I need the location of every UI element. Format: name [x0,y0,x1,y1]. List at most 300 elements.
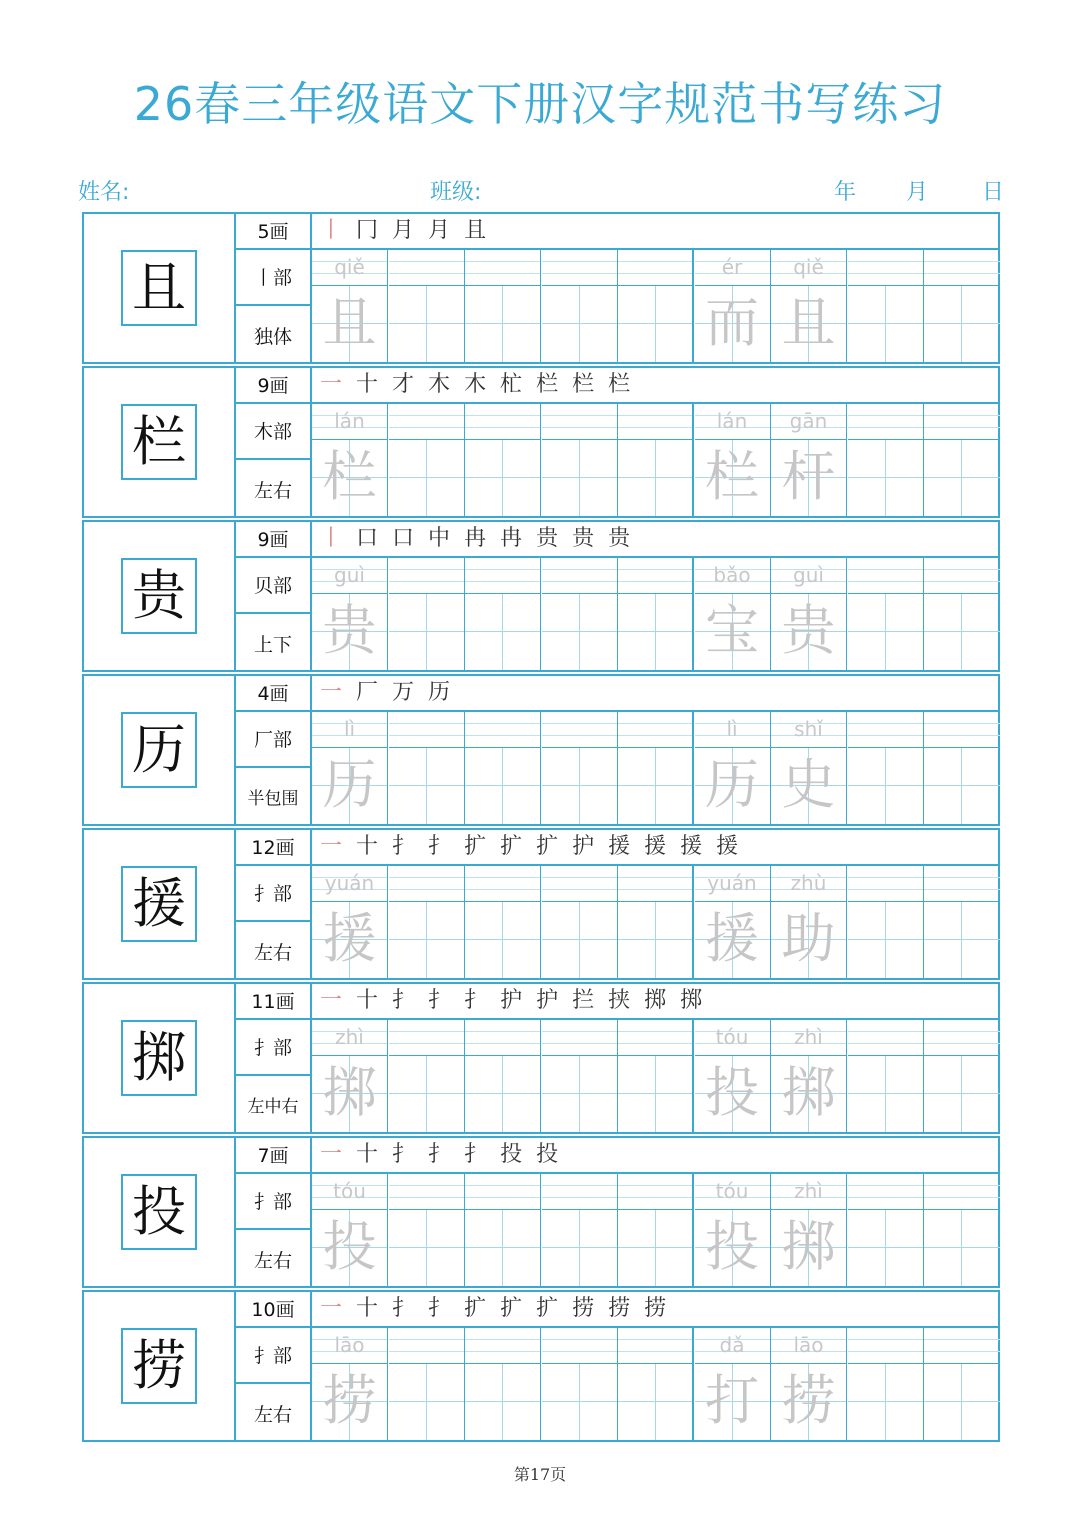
tian-grid-box[interactable] [848,1364,923,1440]
writing-cell[interactable] [312,1020,388,1132]
pinyin-box[interactable] [618,404,692,440]
writing-cell[interactable] [771,712,847,824]
writing-cell[interactable] [695,866,771,978]
stroke-count: 9画 [236,522,310,558]
tian-grid-box[interactable] [465,1364,540,1440]
pinyin-box[interactable]: gān [771,404,846,440]
writing-cell[interactable] [924,712,1000,824]
pinyin-box[interactable] [848,404,923,440]
writing-cell[interactable] [618,1020,694,1132]
writing-cell[interactable] [542,1020,618,1132]
name-label: 姓名: [78,180,130,205]
pinyin-box[interactable] [618,1174,692,1210]
stroke-step: 护 [500,988,525,1013]
pinyin-box[interactable]: qiě [312,250,387,286]
tian-grid-box[interactable] [389,594,464,670]
pinyin-box[interactable]: zhì [771,1020,846,1056]
tian-grid-box[interactable] [542,902,617,978]
tian-grid-box[interactable] [848,1056,923,1132]
character-info [236,1292,312,1440]
writing-cell[interactable] [771,1174,847,1286]
tian-grid-box[interactable] [542,1210,617,1286]
writing-cell[interactable] [848,558,924,670]
tian-grid-box[interactable] [389,748,464,824]
pinyin-box[interactable] [465,1174,540,1210]
writing-cell[interactable] [848,866,924,978]
stroke-step: 丨 [320,526,345,551]
tian-grid-box[interactable]: 且 [312,286,387,362]
pinyin-box[interactable] [924,250,1000,286]
writing-cell[interactable] [618,558,694,670]
practice-row [82,674,1000,826]
stroke-step: 杧 [500,372,525,397]
tian-grid-box[interactable]: 捞 [771,1364,846,1440]
radical: 扌部 [236,1174,310,1230]
tian-grid-box[interactable]: 杆 [771,440,846,516]
tian-grid-box[interactable] [848,286,923,362]
tian-grid-box[interactable] [848,594,923,670]
writing-cell[interactable] [465,404,541,516]
pinyin-box[interactable]: shǐ [771,712,846,748]
tian-grid-box[interactable]: 史 [771,748,846,824]
pinyin-box[interactable]: tóu [695,1174,770,1210]
writing-grid [312,404,998,516]
writing-cell[interactable] [312,712,388,824]
stroke-step: 历 [428,680,453,705]
character-info [236,676,312,824]
tian-grid-box[interactable]: 掷 [771,1210,846,1286]
tian-grid-box[interactable]: 而 [695,286,770,362]
model-character: 历 [121,712,197,788]
pinyin-box[interactable] [465,712,540,748]
pinyin-box[interactable] [542,866,617,902]
tian-grid-box[interactable] [542,440,617,516]
tian-grid-box[interactable] [924,286,1000,362]
writing-cell[interactable] [389,250,465,362]
tian-grid-box[interactable]: 捞 [312,1364,387,1440]
tian-grid-box[interactable] [465,286,540,362]
tian-grid-box[interactable] [924,748,1000,824]
writing-cell[interactable] [465,1328,541,1440]
pinyin-box[interactable] [924,1174,1000,1210]
radical: 丨部 [236,250,310,306]
pinyin-box[interactable]: lán [312,404,387,440]
tian-grid-box[interactable] [848,440,923,516]
pinyin-box[interactable]: dǎ [695,1328,770,1364]
pinyin-box[interactable] [618,712,692,748]
writing-cell[interactable] [465,866,541,978]
tian-grid-box[interactable]: 助 [771,902,846,978]
tian-grid-box[interactable] [542,286,617,362]
writing-cell[interactable] [465,1020,541,1132]
writing-cell[interactable] [848,1020,924,1132]
pinyin-box[interactable]: lì [312,712,387,748]
stroke-step: 冂 [356,218,381,243]
tian-grid-box[interactable]: 投 [695,1056,770,1132]
writing-cell[interactable] [542,866,618,978]
model-character-cell [84,368,236,516]
stroke-step: 援 [644,834,669,859]
writing-cell[interactable] [924,1174,1000,1286]
model-character: 援 [121,866,197,942]
page-number: 第17页 [513,1465,567,1484]
pinyin-box[interactable] [542,250,617,286]
tian-grid-box[interactable] [542,1364,617,1440]
pinyin-box[interactable]: guì [771,558,846,594]
writing-cell[interactable] [924,866,1000,978]
tian-grid-box[interactable] [924,440,1000,516]
pinyin-box[interactable]: ér [695,250,770,286]
writing-cell[interactable] [695,250,771,362]
stroke-step: 贵 [608,526,633,551]
stroke-order [312,1292,998,1328]
year-label: 年 [834,180,857,205]
tian-grid-box[interactable] [389,1056,464,1132]
pinyin-box[interactable]: guì [312,558,387,594]
writing-cell[interactable] [618,404,694,516]
pinyin-box[interactable] [924,404,1000,440]
writing-cell[interactable] [924,558,1000,670]
pinyin-box[interactable]: zhì [771,1174,846,1210]
writing-cell[interactable] [542,558,618,670]
pinyin-box[interactable] [389,250,464,286]
writing-cell[interactable] [771,250,847,362]
tian-grid-box[interactable]: 援 [695,902,770,978]
pinyin-box[interactable] [618,1328,692,1364]
writing-cell[interactable] [771,866,847,978]
writing-cell[interactable] [848,404,924,516]
pinyin-box[interactable] [465,1328,540,1364]
pinyin-box[interactable] [465,558,540,594]
pinyin-box[interactable] [848,712,923,748]
pinyin-box[interactable] [848,1020,923,1056]
tian-grid-box[interactable] [618,748,692,824]
writing-cell[interactable] [542,250,618,362]
writing-cell[interactable] [312,866,388,978]
pinyin-box[interactable] [924,1328,1000,1364]
pinyin-box[interactable] [465,404,540,440]
tian-grid-box[interactable]: 历 [695,748,770,824]
stroke-step: 冉 [464,526,489,551]
pinyin-box[interactable]: bǎo [695,558,770,594]
writing-grid [312,1020,998,1132]
pinyin-box[interactable]: yuán [695,866,770,902]
pinyin-box[interactable]: qiě [771,250,846,286]
stroke-step: 贵 [536,526,561,551]
model-character: 捞 [121,1328,197,1404]
stroke-step: 扌 [392,1142,417,1167]
writing-cell[interactable] [618,1174,694,1286]
tian-grid-box[interactable] [465,748,540,824]
writing-cell[interactable] [312,404,388,516]
pinyin-box[interactable]: lāo [312,1328,387,1364]
stroke-step: 十 [356,834,381,859]
model-character-cell [84,522,236,670]
tian-grid-box[interactable] [389,440,464,516]
tian-grid-box[interactable] [542,1056,617,1132]
pinyin-box[interactable]: tóu [695,1020,770,1056]
writing-cell[interactable] [848,712,924,824]
writing-cell[interactable] [389,404,465,516]
stroke-step: 扌 [428,988,453,1013]
stroke-step: 一 [320,372,345,397]
stroke-step: 口 [392,526,417,551]
structure: 上下 [253,634,292,656]
writing-cell[interactable] [389,712,465,824]
writing-cell[interactable] [771,1020,847,1132]
tian-grid-box[interactable]: 贵 [771,594,846,670]
writing-cell[interactable] [924,250,1000,362]
stroke-step: 厂 [356,680,381,705]
model-character-cell [84,1292,236,1440]
tian-grid-box[interactable] [465,1210,540,1286]
tian-grid-box[interactable] [848,748,923,824]
tian-grid-box[interactable] [618,286,692,362]
tian-grid-box[interactable]: 投 [695,1210,770,1286]
practice-row [82,1136,1000,1288]
pinyin-box[interactable]: zhù [771,866,846,902]
writing-cell[interactable] [924,404,1000,516]
stroke-count: 5画 [236,214,310,250]
tian-grid-box[interactable] [465,902,540,978]
month-label: 月 [906,180,929,205]
tian-grid-box[interactable]: 援 [312,902,387,978]
tian-grid-box[interactable] [848,902,923,978]
writing-cell[interactable] [618,1328,694,1440]
writing-cell[interactable] [542,404,618,516]
pinyin-box[interactable] [389,866,464,902]
stroke-step: 拦 [572,988,597,1013]
pinyin-box[interactable] [848,1328,923,1364]
tian-grid-box[interactable] [465,1056,540,1132]
pinyin-box[interactable] [848,1174,923,1210]
tian-grid-box[interactable]: 历 [312,748,387,824]
writing-cell[interactable] [848,250,924,362]
writing-cell[interactable] [542,1328,618,1440]
writing-cell[interactable] [618,712,694,824]
writing-cell[interactable] [848,1328,924,1440]
tian-grid-box[interactable]: 掷 [771,1056,846,1132]
writing-cell[interactable] [771,558,847,670]
stroke-step: 木 [428,372,453,397]
writing-cell[interactable] [695,1174,771,1286]
writing-cell[interactable] [848,1174,924,1286]
character-info [236,1138,312,1286]
pinyin-box[interactable] [389,1174,464,1210]
structure: 左右 [253,480,292,502]
writing-cell[interactable] [695,712,771,824]
stroke-step: 贵 [572,526,597,551]
writing-cell[interactable] [389,1020,465,1132]
tian-grid-box[interactable] [924,1210,1000,1286]
stroke-step: 掷 [644,988,669,1013]
pinyin-box[interactable] [618,250,692,286]
writing-cell[interactable] [924,1328,1000,1440]
stroke-count: 10画 [236,1292,310,1328]
writing-cell[interactable] [542,1174,618,1286]
tian-grid-box[interactable] [618,1056,692,1132]
pinyin-box[interactable] [542,712,617,748]
pinyin-box[interactable] [542,1020,617,1056]
pinyin-box[interactable] [542,404,617,440]
pinyin-box[interactable] [542,1174,617,1210]
stroke-step: 栏 [608,372,633,397]
tian-grid-box[interactable]: 打 [695,1364,770,1440]
writing-cell[interactable] [771,1328,847,1440]
writing-grid [312,558,998,670]
practice-row [82,982,1000,1134]
writing-cell[interactable] [695,404,771,516]
tian-grid-box[interactable] [618,440,692,516]
writing-cell[interactable] [465,1174,541,1286]
pinyin-box[interactable] [924,712,1000,748]
pinyin-box[interactable]: yuán [312,866,387,902]
stroke-order [312,522,998,558]
pinyin-box[interactable] [389,712,464,748]
tian-grid-box[interactable] [618,1364,692,1440]
class-label: 班级: [430,180,482,205]
writing-cell[interactable] [618,250,694,362]
stroke-step: 扩 [536,1296,561,1321]
pinyin-box[interactable] [389,558,464,594]
tian-grid-box[interactable] [389,1210,464,1286]
writing-cell[interactable] [695,1020,771,1132]
pinyin-box[interactable] [924,558,1000,594]
writing-cell[interactable] [312,1174,388,1286]
tian-grid-box[interactable] [924,594,1000,670]
stroke-step: 扩 [464,834,489,859]
pinyin-box[interactable] [542,558,617,594]
writing-cell[interactable] [465,558,541,670]
writing-cell[interactable] [312,250,388,362]
pinyin-box[interactable] [389,1020,464,1056]
model-character: 贵 [121,558,197,634]
stroke-count: 4画 [236,676,310,712]
pinyin-box[interactable] [848,866,923,902]
day-label: 日 [982,180,1005,205]
structure: 左右 [253,1250,292,1272]
writing-cell[interactable] [618,866,694,978]
pinyin-box[interactable] [924,1020,1000,1056]
stroke-step: 一 [320,834,345,859]
structure: 左中右 [247,1097,299,1117]
writing-cell[interactable] [389,558,465,670]
pinyin-box[interactable] [618,558,692,594]
radical: 木部 [236,404,310,460]
writing-cell[interactable] [465,250,541,362]
pinyin-box[interactable] [618,1020,692,1056]
pinyin-box[interactable] [542,1328,617,1364]
stroke-step: 十 [356,372,381,397]
writing-grid [312,250,998,362]
pinyin-box[interactable] [389,404,464,440]
pinyin-box[interactable] [465,1020,540,1056]
stroke-step: 扩 [464,1296,489,1321]
tian-grid-box[interactable] [618,902,692,978]
character-info [236,522,312,670]
pinyin-box[interactable] [465,866,540,902]
pinyin-box[interactable]: zhì [312,1020,387,1056]
tian-grid-box[interactable] [465,594,540,670]
writing-cell[interactable] [695,558,771,670]
tian-grid-box[interactable] [389,1364,464,1440]
tian-grid-box[interactable]: 贵 [312,594,387,670]
tian-grid-box[interactable]: 且 [771,286,846,362]
tian-grid-box[interactable] [542,594,617,670]
tian-grid-box[interactable]: 栏 [695,440,770,516]
writing-cell[interactable] [389,1328,465,1440]
tian-grid-box[interactable]: 掷 [312,1056,387,1132]
tian-grid-box[interactable] [924,902,1000,978]
writing-cell[interactable] [312,558,388,670]
writing-cell[interactable] [924,1020,1000,1132]
writing-cell[interactable] [389,866,465,978]
writing-cell[interactable] [771,404,847,516]
tian-grid-box[interactable] [848,1210,923,1286]
stroke-step: 挟 [608,988,633,1013]
tian-grid-box[interactable] [389,286,464,362]
model-character-cell [84,676,236,824]
stroke-step: 护 [572,834,597,859]
pinyin-box[interactable] [465,250,540,286]
stroke-count: 12画 [236,830,310,866]
tian-grid-box[interactable] [924,1364,1000,1440]
pinyin-box[interactable]: lāo [771,1328,846,1364]
structure: 左右 [253,942,292,964]
tian-grid-box[interactable] [618,594,692,670]
stroke-step: 一 [320,1142,345,1167]
tian-grid-box[interactable] [542,748,617,824]
pinyin-box[interactable] [924,866,1000,902]
stroke-step: 扩 [536,834,561,859]
pinyin-box[interactable] [848,558,923,594]
tian-grid-box[interactable]: 投 [312,1210,387,1286]
pinyin-box[interactable] [618,866,692,902]
writing-cell[interactable] [312,1328,388,1440]
stroke-step: 口 [356,526,381,551]
pinyin-box[interactable] [848,250,923,286]
stroke-step: 扩 [500,834,525,859]
pinyin-box[interactable]: tóu [312,1174,387,1210]
tian-grid-box[interactable]: 宝 [695,594,770,670]
stroke-order [312,214,998,250]
tian-grid-box[interactable] [618,1210,692,1286]
stroke-step: 捞 [608,1296,633,1321]
stroke-step: 一 [320,1296,345,1321]
tian-grid-box[interactable] [465,440,540,516]
writing-cell[interactable] [542,712,618,824]
stroke-step: 冉 [500,526,525,551]
pinyin-box[interactable]: lì [695,712,770,748]
tian-grid-box[interactable] [389,902,464,978]
pinyin-box[interactable]: lán [695,404,770,440]
writing-cell[interactable] [695,1328,771,1440]
character-info [236,830,312,978]
stroke-order [312,984,998,1020]
writing-cell[interactable] [465,712,541,824]
pinyin-box[interactable] [389,1328,464,1364]
page-title: 26春三年级语文下册汉字规范书写练习 [133,77,947,131]
practice-row [82,1290,1000,1442]
writing-cell[interactable] [389,1174,465,1286]
model-character: 掷 [121,1020,197,1096]
tian-grid-box[interactable]: 栏 [312,440,387,516]
tian-grid-box[interactable] [924,1056,1000,1132]
stroke-step: 十 [356,988,381,1013]
radical: 扌部 [236,866,310,922]
stroke-count: 7画 [236,1138,310,1174]
practice-row [82,366,1000,518]
